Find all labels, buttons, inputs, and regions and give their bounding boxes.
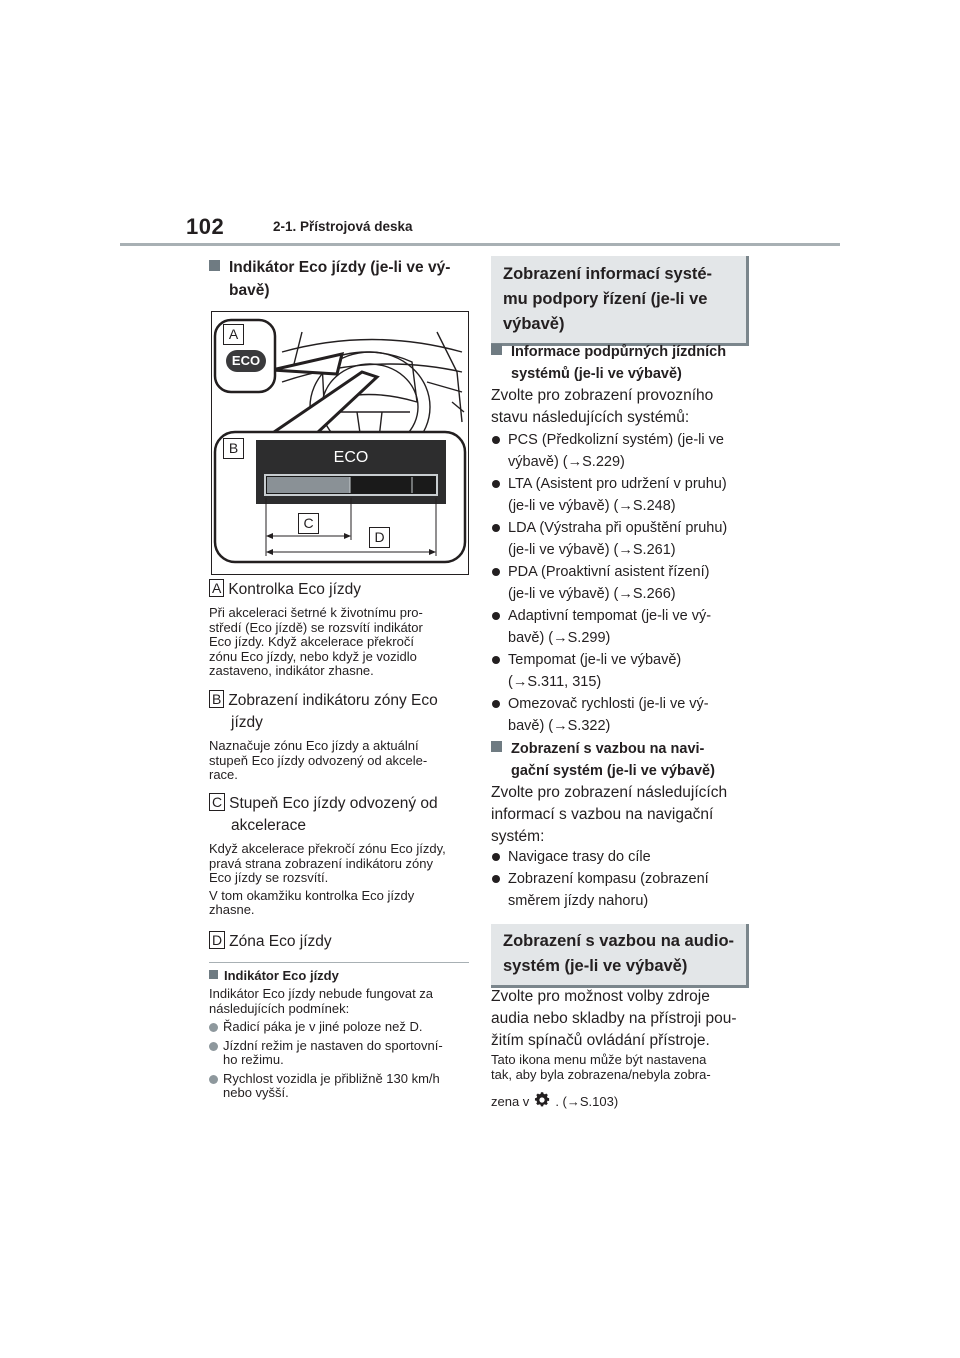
tag-c: C: [209, 793, 225, 811]
navigation-intro: Zvolte pro zobrazení následujících informací s vazbou na navigační systém:: [491, 784, 728, 845]
item-b-title2: jízdy: [231, 714, 263, 731]
note-item: Rychlost vozidla je přibližně 130 km/h nebo vyšší.: [209, 1072, 471, 1101]
tag-b: B: [209, 690, 224, 708]
item-a-title: Kontrolka Eco jízdy: [228, 581, 362, 598]
gear-icon: [533, 1091, 551, 1113]
item-c-title1: Stupeň Eco jízdy odvozený od: [229, 795, 438, 812]
driver-support-heading-box: [491, 256, 749, 346]
list-item: PCS (Předkolizní systém) (je-li ve výbavě) (→S.229): [491, 429, 753, 473]
list-item: PDA (Proaktivní asistent řízení) (je-li ve výbavě) (→S.266): [491, 561, 753, 605]
item-b: [209, 690, 471, 783]
systems-list: [491, 429, 753, 737]
list-item: Adaptivní tempomat (je-li ve vý- bavě) (→S.299): [491, 605, 753, 649]
audio-text: Zvolte pro možnost volby zdroje audia nebo skladby na přístroji pou- žitím spínačů ovládání přístroje.: [491, 988, 737, 1049]
list-item: Zobrazení kompasu (zobrazení směrem jízdy nahoru): [491, 868, 753, 912]
eco-indicator-heading: Indikátor Eco jízdy (je-li ve vý- bavě): [209, 256, 471, 302]
header-rule: [120, 243, 840, 246]
audio-heading-box: [491, 924, 749, 988]
driver-support-info-heading: Informace podpůrných jízdních systémů (je-li ve výbavě): [491, 341, 753, 385]
figure-label-b: B: [223, 438, 244, 459]
audio-note-pre: zena v: [491, 1093, 530, 1109]
square-bullet-icon: [209, 260, 220, 271]
figure-label-d: D: [369, 527, 390, 548]
note-heading: Indikátor Eco jízdy: [224, 968, 339, 983]
item-c-desc1: Když akcelerace překročí zónu Eco jízdy, pravá strana zobrazení indikátoru zóny Eco jízdy se rozsvítí.: [209, 841, 446, 885]
note-item: Řadicí páka je v jiné poloze než D.: [209, 1020, 471, 1035]
audio-note: Tato ikona menu může být nastavena tak, aby byla zobrazena/nebyla zobra-: [491, 1052, 711, 1082]
note-section: [209, 968, 471, 1101]
audio-note-line2: [491, 1091, 753, 1113]
eco-indicator-figure: [211, 311, 469, 575]
item-d: [209, 931, 471, 953]
square-bullet-icon: [209, 970, 218, 979]
driver-support-intro: Zvolte pro zobrazení provozního stavu následujících systémů:: [491, 387, 714, 426]
box-heading-line: mu podpory řízení (je-li ve: [503, 290, 708, 308]
list-item: Omezovač rychlosti (je-li ve vý- bavě) (→S.322): [491, 693, 753, 737]
list-item: LTA (Asistent pro udržení v pruhu) (je-li ve výbavě) (→S.248): [491, 473, 753, 517]
box-heading-line: Zobrazení s vazbou na audio-: [503, 932, 735, 950]
item-b-desc: Naznačuje zónu Eco jízdy a aktuální stupeň Eco jízdy odvozený od akcele- race.: [209, 738, 428, 782]
audio-note-post: . (→S.103): [555, 1093, 619, 1109]
eco-badge: ECO: [231, 353, 261, 368]
box-heading-line: Zobrazení informací systé-: [503, 265, 713, 283]
item-d-title: Zóna Eco jízdy: [229, 933, 332, 950]
box-heading-line: systém (je-li ve výbavě): [503, 957, 688, 975]
square-bullet-icon: [491, 344, 502, 355]
box-heading-line: výbavě): [503, 315, 565, 333]
note-intro: Indikátor Eco jízdy nebude fungovat za následujících podmínek:: [209, 986, 434, 1016]
list-item: Tempomat (je-li ve výbavě) (→S.311, 315): [491, 649, 753, 693]
figure-label-c: C: [298, 513, 319, 534]
list-item: LDA (Výstraha při opuštění pruhu) (je-li ve výbavě) (→S.261): [491, 517, 753, 561]
square-bullet-icon: [491, 741, 502, 752]
note-divider: [209, 962, 469, 963]
item-c-desc2: V tom okamžiku kontrolka Eco jízdy zhasne.: [209, 887, 415, 917]
item-c-title2: akcelerace: [231, 817, 306, 834]
nav-list: [491, 846, 753, 912]
item-c: [209, 793, 471, 918]
item-a: [209, 579, 471, 679]
tag-d: D: [209, 931, 225, 949]
figure-label-a: A: [223, 324, 244, 345]
note-item: Jízdní režim je nastaven do sportovní- ho režimu.: [209, 1039, 471, 1068]
tag-a: A: [209, 579, 224, 597]
dashboard-illustration: [212, 312, 468, 574]
page-number: 102: [186, 214, 225, 239]
item-b-title1: Zobrazení indikátoru zóny Eco: [228, 692, 438, 709]
list-item: Navigace trasy do cíle: [491, 846, 753, 868]
item-a-desc: Při akceleraci šetrné k životnímu pro- středí (Eco jízdě) se rozsvítí indikátor Eco jízdy. Když akcelerace překročí zónu Eco jízdy, nebo když je vozidlo zastaveno, indikátor zhasne.: [209, 605, 423, 678]
section-title: 2-1. Přístrojová deska: [273, 219, 413, 234]
navigation-heading: Zobrazení s vazbou na navi- gační systém (je-li ve výbavě): [491, 738, 753, 782]
eco-display-text: ECO: [333, 449, 369, 466]
